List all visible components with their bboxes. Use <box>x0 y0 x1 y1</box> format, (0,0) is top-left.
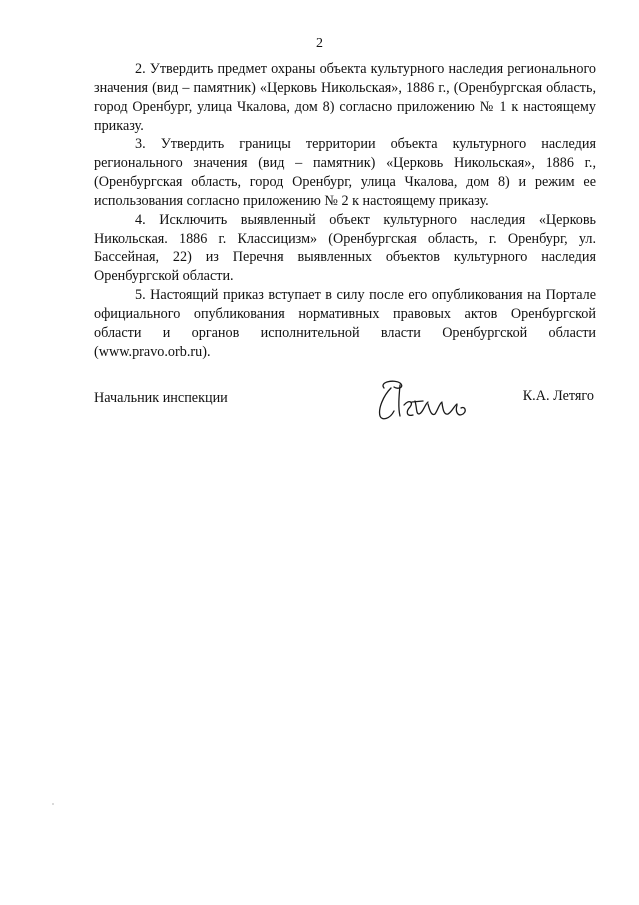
paragraph-item-3: 3. Утвердить границы территории объекта культурного наследия регионального значения (вид – памятник) «Церковь Никольская», 1886 г., (Оренбургская область, город Оренбург, улица Чкалова, дом 8) и режим ее использования согласно приложению № 2 к настоящему приказу. <box>94 136 596 209</box>
paragraph-item-2: 2. Утвердить предмет охраны объекта культурного наследия регионального значения (вид – памятник) «Церковь Никольская», 1886 г., (Оренбургская область, город Оренбург, улица Чкалова, дом 8) согласно приложению № 1 к настоящему приказу. <box>94 61 596 134</box>
signatory-title: Начальник инспекции <box>94 390 228 406</box>
handwritten-signature <box>370 378 480 424</box>
paragraph-item-4: 4. Исключить выявленный объект культурного наследия «Церковь Никольская. 1886 г. Классицизм» (Оренбургская область, г. Оренбург, ул. Бассейная, 22) из Перечня выявленных объектов культурного наследия Оренбургской области. <box>94 211 596 285</box>
page-number: 2 <box>316 36 323 51</box>
document-body <box>94 60 596 362</box>
scan-artifact <box>52 803 54 805</box>
signature-block <box>94 378 596 428</box>
signatory-name: К.А. Летяго <box>522 388 594 404</box>
paragraph-item-5: 5. Настоящий приказ вступает в силу после его опубликования на Портале официального опубликования нормативных правовых актов Оренбургской области и органов исполнительной власти Оренбургской области (www.pravo.orb.ru). <box>94 287 596 360</box>
